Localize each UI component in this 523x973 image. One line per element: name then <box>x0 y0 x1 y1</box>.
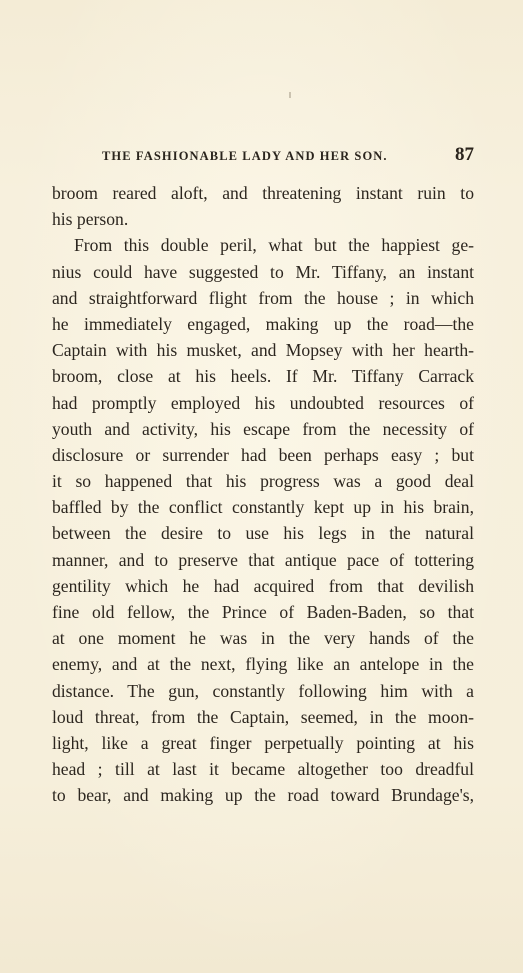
text-line: between the desire to use his legs in the natural <box>52 523 474 544</box>
text-line: broom, close at his heels. If Mr. Tiffany Carrack <box>52 366 474 387</box>
text-line: had promptly employed his undoubted resources of <box>52 392 474 413</box>
page-header <box>52 145 474 169</box>
text-line: manner, and to preserve that antique pace of tottering <box>52 549 474 570</box>
text-line: it so happened that his progress was a good deal <box>52 471 474 492</box>
text-line: to bear, and making up the road toward Brundage's, <box>52 785 474 806</box>
text-line: youth and activity, his escape from the necessity of <box>52 418 474 439</box>
page-number: 87 <box>455 144 474 165</box>
text-line: baffled by the conflict constantly kept up in his brain, <box>52 497 474 518</box>
running-head: THE FASHIONABLE LADY AND HER SON. <box>102 149 388 163</box>
text-line: light, like a great finger perpetually pointing at his <box>52 732 474 753</box>
text-line: his person. <box>52 209 129 230</box>
paper-speck <box>289 92 291 98</box>
text-line: enemy, and at the next, flying like an antelope in the <box>52 654 474 675</box>
text-line: loud threat, from the Captain, seemed, in the moon- <box>52 706 474 727</box>
text-line: fine old fellow, the Prince of Baden-Baden, so that <box>52 602 474 622</box>
text-line: disclosure or surrender had been perhaps easy ; but <box>52 444 474 465</box>
body-text <box>52 180 474 809</box>
text-line: From this double peril, what but the happiest ge- <box>74 235 474 256</box>
text-line: head ; till at last it became altogether too dreadful <box>52 759 474 780</box>
text-line: broom reared aloft, and threatening instant ruin to <box>52 183 474 203</box>
text-line: Captain with his musket, and Mopsey with her hearth- <box>52 340 474 361</box>
text-line: at one moment he was in the very hands of the <box>52 628 474 649</box>
text-line: nius could have suggested to Mr. Tiffany, an instant <box>52 261 474 282</box>
text-line: and straightforward flight from the house ; in which <box>52 287 474 308</box>
text-line: he immediately engaged, making up the road—the <box>52 313 474 334</box>
text-line: distance. The gun, constantly following him with a <box>52 680 474 701</box>
text-line: gentility which he had acquired from that devilish <box>52 575 474 596</box>
